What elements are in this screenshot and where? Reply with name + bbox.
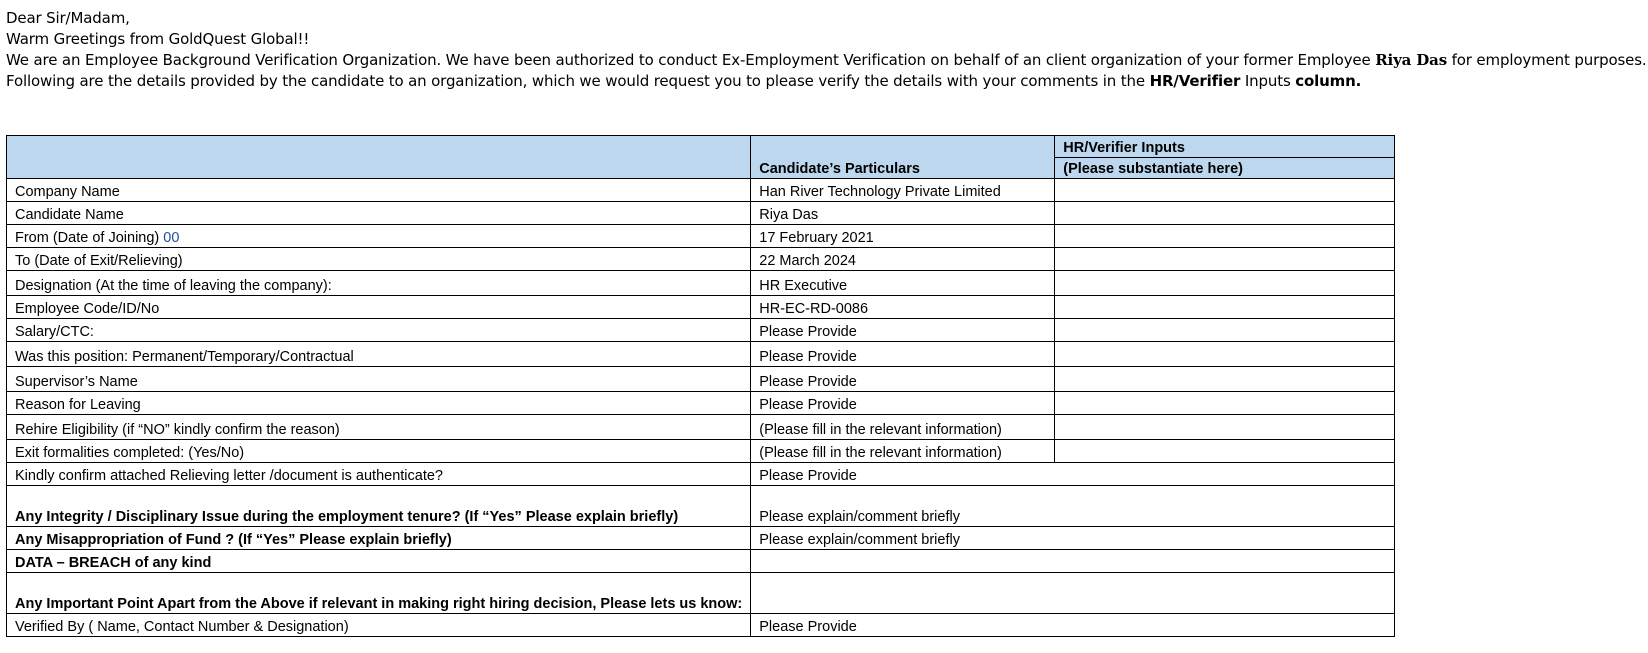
field-label-text: From (Date of Joining) <box>15 230 164 246</box>
header-blank <box>7 136 751 179</box>
field-label <box>7 296 751 319</box>
hr-verifier-input-cell[interactable] <box>1055 271 1395 296</box>
hr-verifier-input-cell[interactable] <box>1055 342 1395 367</box>
header-row-1 <box>7 136 1395 158</box>
field-label-text: Employee Code/ID/No <box>15 301 160 317</box>
hr-verifier-input-cell[interactable] <box>1055 296 1395 319</box>
table-row <box>7 486 1395 527</box>
candidate-value: 22 March 2024 <box>751 248 1055 271</box>
field-label <box>7 225 751 248</box>
intro-paragraph <box>6 50 1646 71</box>
table-row <box>7 225 1395 248</box>
field-label-suffix: 00 <box>163 230 180 246</box>
hr-verifier-emph: HR/Verifier <box>1149 72 1241 90</box>
candidate-value: (Please fill in the relevant information) <box>751 440 1055 463</box>
verification-table <box>6 135 1395 637</box>
table-row <box>7 573 1395 614</box>
table-row <box>7 319 1395 342</box>
candidate-value: Riya Das <box>751 202 1055 225</box>
hr-verifier-input-cell[interactable] <box>1055 440 1395 463</box>
field-label-text: Reason for Leaving <box>15 397 141 413</box>
candidate-value: Please Provide <box>751 614 1395 637</box>
table-row <box>7 271 1395 296</box>
hr-verifier-input-cell[interactable] <box>1055 248 1395 271</box>
header-substantiate: (Please substantiate here) <box>1055 157 1395 179</box>
candidate-value <box>751 550 1395 573</box>
field-label <box>7 486 751 527</box>
field-label <box>7 248 751 271</box>
table-row <box>7 248 1395 271</box>
candidate-value: (Please fill in the relevant information) <box>751 415 1055 440</box>
field-label-text: Verified By ( Name, Contact Number & Designation) <box>15 619 349 635</box>
table-row <box>7 342 1395 367</box>
field-label-text: Any Important Point Apart from the Above if relevant in making right hiring decision, Please lets us know: <box>15 596 743 612</box>
table-row <box>7 179 1395 202</box>
field-label <box>7 614 751 637</box>
instruction-paragraph <box>6 71 1646 92</box>
header-candidate-particulars: Candidate’s Particulars <box>751 136 1055 179</box>
field-label <box>7 392 751 415</box>
table-row <box>7 415 1395 440</box>
field-label-text: Any Integrity / Disciplinary Issue during the employment tenure? (If “Yes” Please explain briefly) <box>15 509 679 525</box>
field-label-text: Rehire Eligibility (if “NO” kindly confirm the reason) <box>15 422 340 438</box>
candidate-value: Please Provide <box>751 319 1055 342</box>
candidate-value: HR-EC-RD-0086 <box>751 296 1055 319</box>
hr-verifier-input-cell[interactable] <box>1055 179 1395 202</box>
field-label-text: Kindly confirm attached Relieving letter /document is authenticate? <box>15 468 443 484</box>
candidate-value: Please Provide <box>751 463 1395 486</box>
field-label-text: DATA – BREACH of any kind <box>15 555 212 571</box>
hr-verifier-input-cell[interactable] <box>1055 367 1395 392</box>
table-row <box>7 367 1395 392</box>
hr-verifier-input-cell[interactable] <box>1055 392 1395 415</box>
table-row <box>7 202 1395 225</box>
field-label <box>7 342 751 367</box>
table-row <box>7 614 1395 637</box>
letter-text <box>6 8 1646 92</box>
hr-verifier-input-cell[interactable] <box>1055 225 1395 248</box>
field-label-text: Company Name <box>15 184 120 200</box>
field-label <box>7 440 751 463</box>
field-label-text: Any Misappropriation of Fund ? (If “Yes” Please explain briefly) <box>15 532 452 548</box>
field-label <box>7 550 751 573</box>
table-row <box>7 440 1395 463</box>
field-label <box>7 415 751 440</box>
field-label-text: Exit formalities completed: (Yes/No) <box>15 445 245 461</box>
candidate-value: 17 February 2021 <box>751 225 1055 248</box>
table-row <box>7 550 1395 573</box>
field-label <box>7 319 751 342</box>
field-label <box>7 573 751 614</box>
field-label-text: Was this position: Permanent/Temporary/Contractual <box>15 349 354 365</box>
field-label-text: Supervisor’s Name <box>15 374 138 390</box>
intro-text-end: for employment purposes. <box>1447 51 1647 69</box>
candidate-value: Please Provide <box>751 392 1055 415</box>
candidate-value <box>751 573 1395 614</box>
field-label <box>7 463 751 486</box>
table-row <box>7 296 1395 319</box>
header-hr-verifier: HR/Verifier Inputs <box>1055 136 1395 158</box>
intro-text: We are an Employee Background Verification Organization. We have been authorized to conduct Ex-Employment Verification on behalf of an client organization of your former Employee <box>6 51 1376 69</box>
inputs-text: Inputs <box>1240 72 1296 90</box>
field-label <box>7 271 751 296</box>
greeting: Dear Sir/Madam, <box>6 9 130 27</box>
field-label <box>7 367 751 392</box>
instruction-text: Following are the details provided by the candidate to an organization, which we would request you to please verify the details with your comments in the <box>6 72 1150 90</box>
field-label <box>7 179 751 202</box>
field-label-text: Candidate Name <box>15 207 124 223</box>
table-row <box>7 392 1395 415</box>
field-label-text: To (Date of Exit/Relieving) <box>15 253 183 269</box>
hr-verifier-input-cell[interactable] <box>1055 415 1395 440</box>
field-label <box>7 527 751 550</box>
warm-greeting: Warm Greetings from GoldQuest Global!! <box>6 30 310 48</box>
field-label-text: Designation (At the time of leaving the company): <box>15 278 332 294</box>
candidate-value: Han River Technology Private Limited <box>751 179 1055 202</box>
table-row <box>7 463 1395 486</box>
employee-name: Riya Das <box>1375 51 1448 69</box>
field-label <box>7 202 751 225</box>
candidate-value: Please explain/comment briefly <box>751 527 1395 550</box>
hr-verifier-input-cell[interactable] <box>1055 202 1395 225</box>
field-label-text: Salary/CTC: <box>15 324 94 340</box>
candidate-value: Please explain/comment briefly <box>751 486 1395 527</box>
candidate-value: Please Provide <box>751 367 1055 392</box>
hr-verifier-input-cell[interactable] <box>1055 319 1395 342</box>
column-emph: column. <box>1295 72 1362 90</box>
table-row <box>7 527 1395 550</box>
candidate-value: HR Executive <box>751 271 1055 296</box>
candidate-value: Please Provide <box>751 342 1055 367</box>
